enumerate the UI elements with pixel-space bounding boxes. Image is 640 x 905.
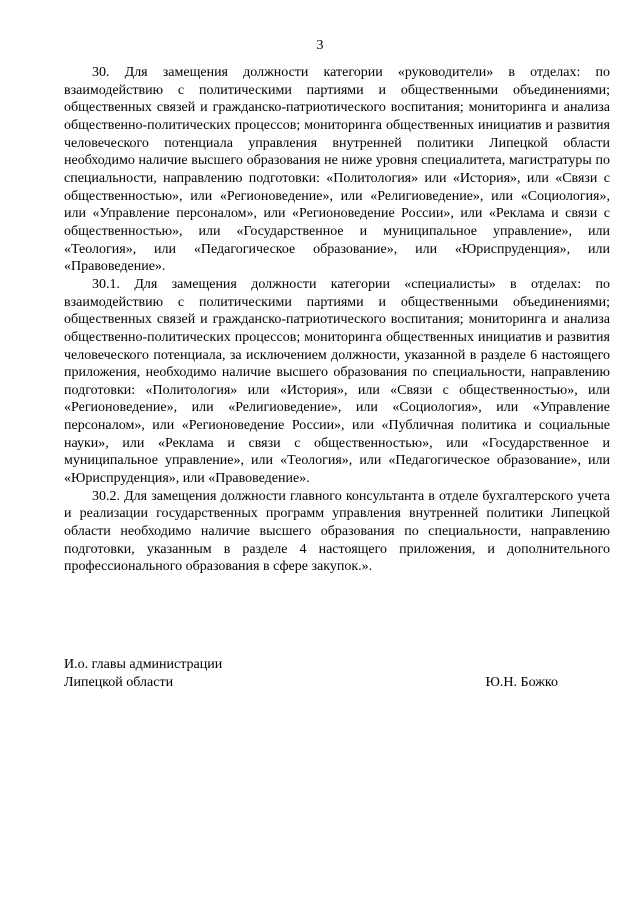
signatory-name: Ю.Н. Божко	[485, 674, 558, 690]
document-body	[64, 64, 610, 576]
signatory-position-line1: И.о. главы администрации	[64, 657, 223, 672]
signature-block	[64, 656, 610, 691]
paragraph-30-2: 30.2. Для замещения должности главного консультанта в отделе бухгалтерского учета и реализации государственных программ управления внутренней политики Липецкой области необходимо наличие высшего образования по специальности, направлению подготовки, указанным в разделе 4 настоящего приложения, и дополнительного профессионального образования в сфере закупок.».	[64, 488, 610, 575]
signatory-position-line2: Липецкой области	[64, 674, 174, 690]
paragraph-30: 30. Для замещения должности категории «руководители» в отделах: по взаимодействию с политическими партиями и общественными объединениями; общественных связей и гражданско-патриотического воспитания; мониторинга и анализа общественно-политических процессов; мониторинга общественных инициатив и развития человеческого потенциала управления внутренней политики Липецкой области необходимо наличие высшего образования не ниже уровня специалитета, магистратуры по специальности, направлению подготовки: «Политология» или «История», или «Связи с общественностью», или «Регионоведение», или «Религиоведение», или «Социология», или «Управление персоналом», или «Регионоведение России», или «Реклама и связи с общественностью», или «Государственное и муниципальное управление», или «Теология», или «Педагогическое образование», или «Юриспруденция», или «Правоведение».	[64, 65, 610, 275]
page-number: 3	[316, 38, 324, 53]
paragraph-30-1: 30.1. Для замещения должности категории «специалисты» в отделах: по взаимодействию с политическими партиями и общественными объединениями; общественных связей и гражданско-патриотического воспитания; мониторинга и анализа общественно-политических процессов; мониторинга общественных инициатив и развития человеческого потенциала, за исключением должности, указанной в разделе 6 настоящего приложения, необходимо наличие высшего образования по специальности, направлению подготовки: «Политология» или «История», или «Связи с общественностью», или «Регионоведение», или «Религиоведение», или «Социология», или «Управление персоналом», или «Регионоведение России», или «Публичная политика и социальные науки», или «Реклама и связи с общественностью», или «Государственное и муниципальное управление», или «Теология», или «Педагогическое образование», или «Юриспруденция», или «Правоведение».	[64, 276, 610, 487]
